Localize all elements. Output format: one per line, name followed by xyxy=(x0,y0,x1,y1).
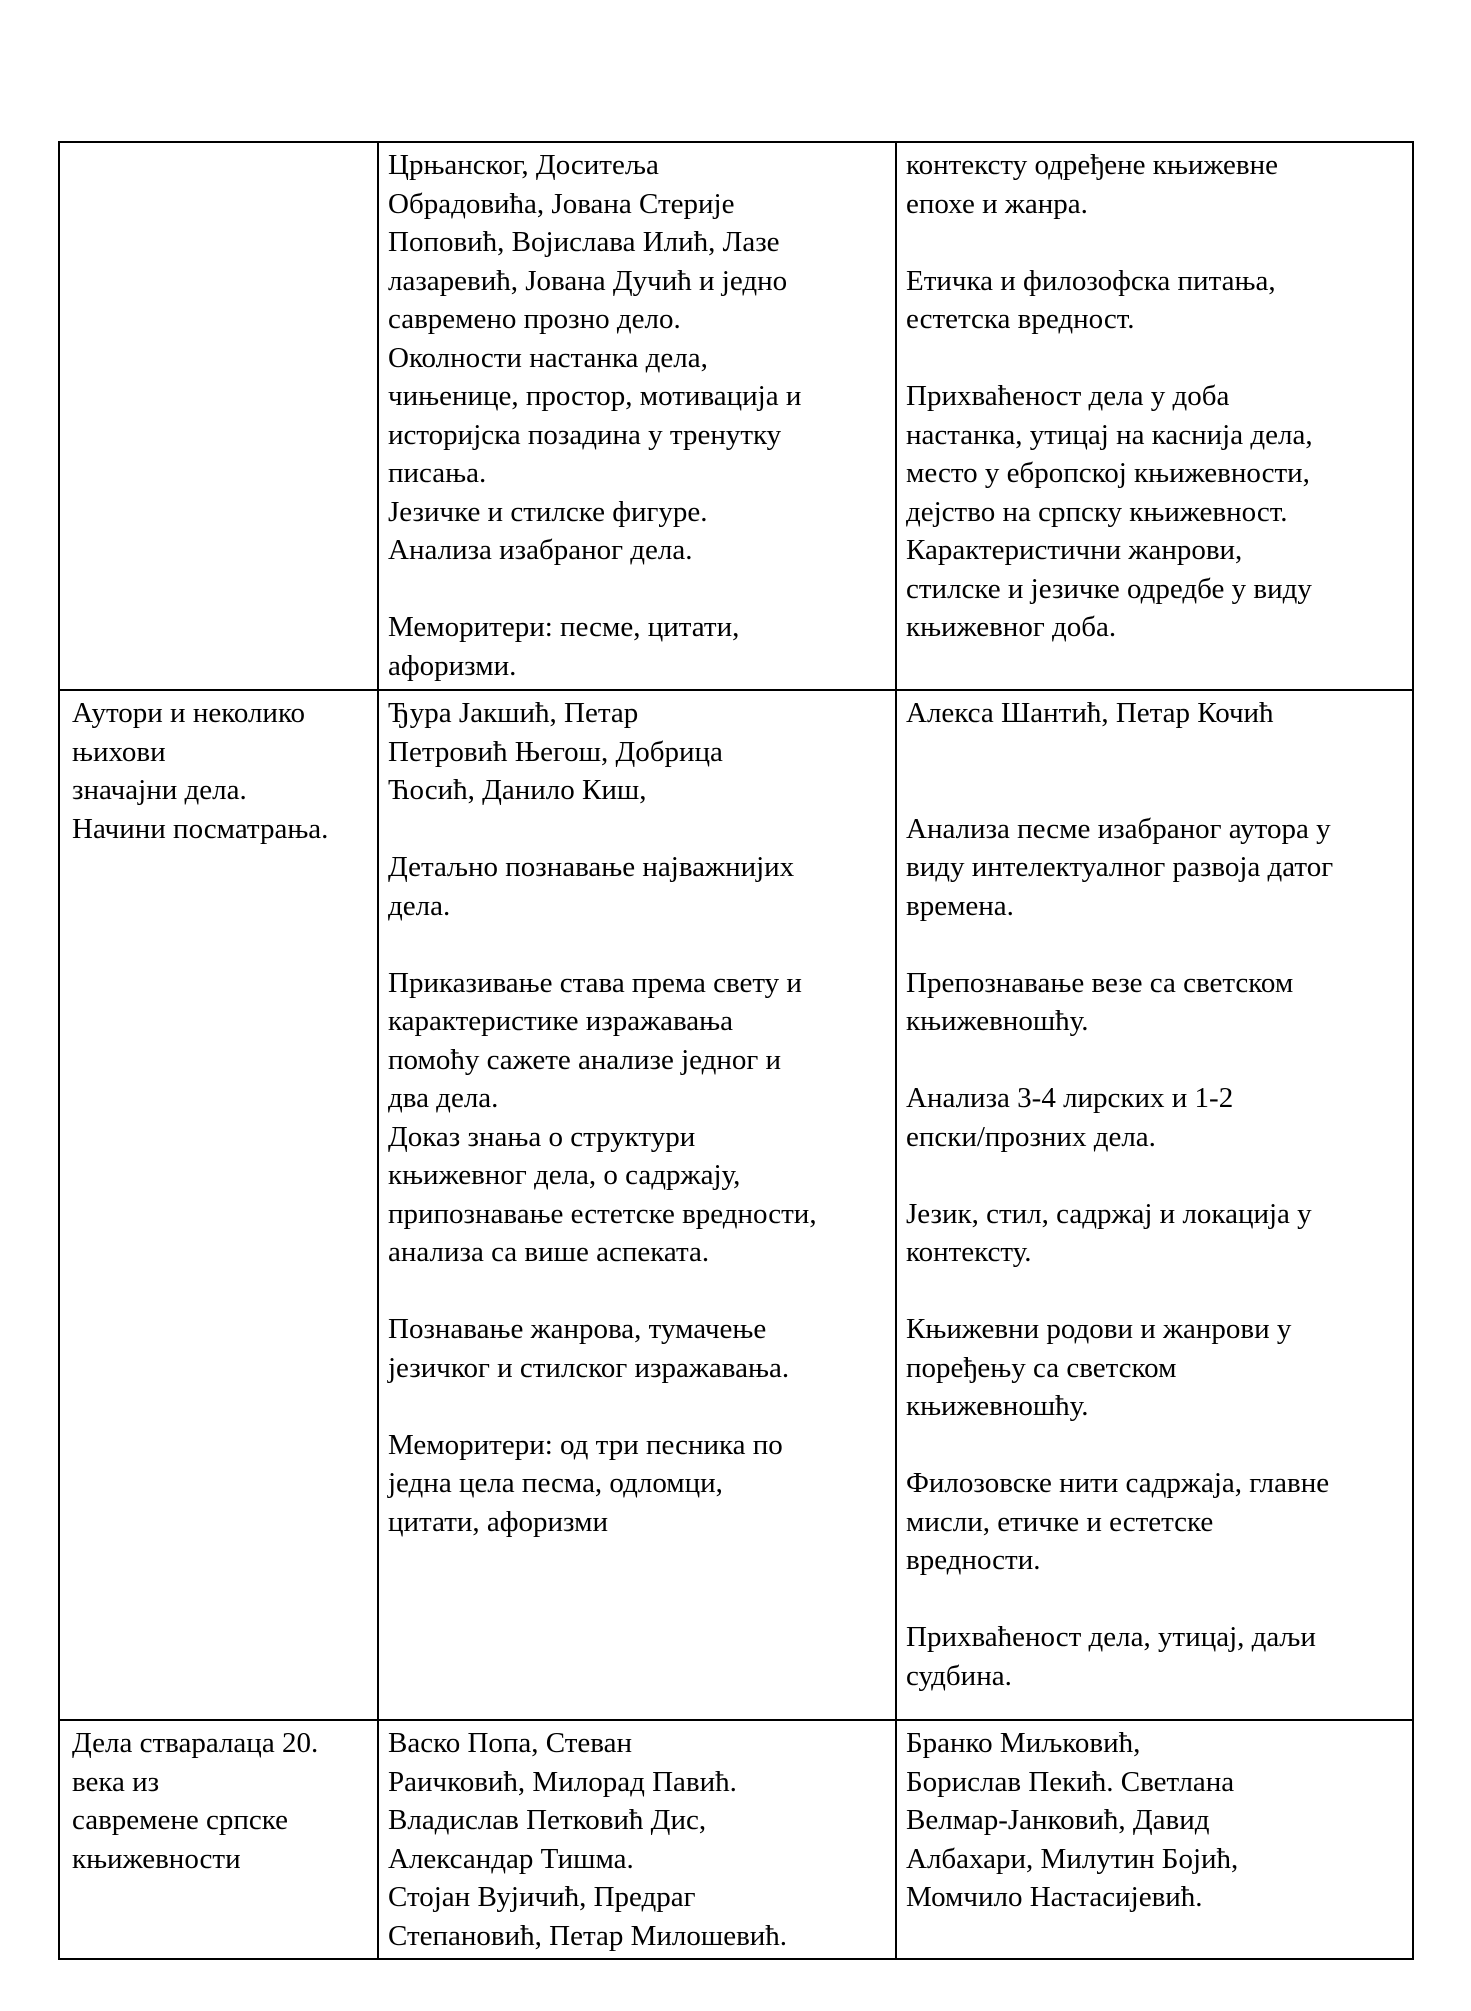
text-line: Начини посматрања. xyxy=(72,812,329,845)
table-body xyxy=(59,142,1413,1959)
text-line: Степановић, Петар Милошевић. xyxy=(388,1919,788,1952)
content-table xyxy=(58,141,1414,1960)
text-line: века из xyxy=(72,1765,160,1798)
extended-content-cell xyxy=(896,1720,1413,1959)
text-line: стилске и језичке одредбе у виду xyxy=(906,572,1312,605)
text-line: Анализа изабраног дела. xyxy=(388,534,693,566)
text-line: Језичке и стилске фигуре. xyxy=(388,495,708,528)
text-line: контексту. xyxy=(906,1236,1032,1268)
text-line: Меморитери: од три песника по xyxy=(388,1428,783,1461)
text-line: естетска вредност. xyxy=(906,303,1135,335)
text-line: Бранко Миљковић, xyxy=(906,1727,1141,1759)
text-line: Меморитери: песме, цитати, xyxy=(388,611,740,643)
text-line: Анализа 3-4 лирских и 1-2 xyxy=(906,1082,1234,1114)
text-line: Петровић Његош, Добрица xyxy=(388,735,723,768)
text-line: Васко Попа, Стеван xyxy=(388,1727,632,1759)
text-line: Доказ знања о структури xyxy=(388,1120,696,1153)
text-line xyxy=(906,339,1405,378)
text-line: настанка, утицај на каснија дела, xyxy=(906,418,1313,451)
text-line: Дела стваралаца 20. xyxy=(72,1727,319,1759)
text-line: Владислав Петковић Дис, xyxy=(388,1804,707,1836)
text-line: Околности настанка дела, xyxy=(388,341,708,374)
table-row-authors xyxy=(59,690,1413,1720)
text-line xyxy=(388,810,888,849)
text-line: цитати, афоризми xyxy=(388,1505,608,1538)
text-line: књижевношћу. xyxy=(906,1390,1089,1422)
text-line xyxy=(906,1272,1405,1311)
text-line: дејство на српску књижевност. xyxy=(906,495,1288,528)
text-line: једна цела песма, одломци, xyxy=(388,1467,723,1499)
text-line: књижевног доба. xyxy=(906,611,1117,643)
text-line: Момчило Настасијевић. xyxy=(906,1881,1203,1913)
text-line: Детаљно познавање најважнијих xyxy=(388,851,795,883)
text-line: виду интелектуалног развоја датог xyxy=(906,851,1334,883)
text-line: мисли, етичке и естетске xyxy=(906,1505,1214,1538)
text-line: два дела. xyxy=(388,1082,499,1114)
text-line: Црњанског, Доситеља xyxy=(388,149,659,181)
text-line xyxy=(906,1156,1405,1195)
text-line: Прихваћеност дела, утицај, даљи xyxy=(906,1621,1316,1653)
text-line: Књижевни родови и жанрови у xyxy=(906,1313,1292,1345)
text-line: Препознавање везе са светском xyxy=(906,966,1294,999)
text-line: њихови xyxy=(72,735,166,768)
text-line: припознавање естетске вредности, xyxy=(388,1197,817,1230)
text-line: Албахари, Милутин Бојић, xyxy=(906,1842,1239,1875)
text-line: Филозовске нити садржаја, главне xyxy=(906,1467,1330,1499)
text-line: Стојан Вујичић, Предраг xyxy=(388,1881,696,1913)
table-row-continuation xyxy=(59,142,1413,690)
text-line: епски/прозних дела. xyxy=(906,1120,1156,1153)
text-line: чињенице, простор, мотивација и xyxy=(388,380,802,412)
text-line: Анализа песме изабраног аутора у xyxy=(906,812,1331,845)
content-cell xyxy=(378,1720,896,1959)
text-line: лазаревић, Јована Дучић и једно xyxy=(388,264,788,297)
extended-content-cell xyxy=(896,690,1413,1720)
text-line xyxy=(906,925,1405,964)
text-line: помоћу сажете анализе једног и xyxy=(388,1043,782,1076)
text-line xyxy=(906,1426,1405,1465)
text-line xyxy=(388,570,888,609)
text-line xyxy=(388,1272,888,1311)
text-line: историјска позадина у тренутку xyxy=(388,418,782,451)
text-line: вредности. xyxy=(906,1544,1041,1576)
text-line: место у ебропској књижевности, xyxy=(906,457,1310,489)
text-line: Карактеристични жанрови, xyxy=(906,534,1243,566)
text-line: Борислав Пекић. Светлана xyxy=(906,1765,1235,1798)
content-cell xyxy=(378,142,896,690)
text-line: писања. xyxy=(388,457,487,489)
text-line: Етичка и филозофска питања, xyxy=(906,264,1276,297)
text-line: Александар Тишма. xyxy=(388,1842,634,1875)
text-line: језичког и стилског изражавања. xyxy=(388,1351,790,1384)
text-line: карактеристике изражавања xyxy=(388,1005,733,1037)
text-line: књижевношћу. xyxy=(906,1005,1089,1037)
text-line: Алекса Шантић, Петар Кочић xyxy=(906,697,1274,729)
topic-cell xyxy=(59,142,378,690)
text-line: Прихваћеност дела у доба xyxy=(906,380,1230,412)
text-line: Језик, стил, садржај и локација у xyxy=(906,1197,1312,1230)
text-line: Познавање жанрова, тумачење xyxy=(388,1313,767,1345)
table-row-20th-century xyxy=(59,1720,1413,1959)
text-line xyxy=(906,771,1405,810)
text-line: Аутори и неколико xyxy=(72,697,306,729)
text-line: Поповић, Војислава Илић, Лазе xyxy=(388,226,780,258)
text-line: епохе и жанра. xyxy=(906,187,1088,220)
text-line: времена. xyxy=(906,889,1014,922)
text-line: Ћосић, Данило Киш, xyxy=(388,774,647,806)
text-line: Ђура Јакшић, Петар xyxy=(388,697,639,729)
text-line: савремено прозно дело. xyxy=(388,303,681,335)
text-line: анализа са више аспеката. xyxy=(388,1236,710,1268)
text-line: значајни дела. xyxy=(72,774,247,806)
text-line xyxy=(388,1387,888,1426)
text-line: Приказивање става према свету и xyxy=(388,966,802,999)
text-line: афоризми. xyxy=(388,649,517,682)
text-line: судбина. xyxy=(906,1659,1012,1692)
extended-content-cell xyxy=(896,142,1413,690)
text-line: Велмар-Јанковић, Давид xyxy=(906,1804,1210,1836)
text-line: Обрадовића, Јована Стерије xyxy=(388,187,735,220)
text-line: књижевности xyxy=(72,1842,241,1875)
topic-cell xyxy=(59,1720,378,1959)
text-line: Раичковић, Милорад Павић. xyxy=(388,1765,737,1798)
text-line xyxy=(906,223,1405,262)
text-line xyxy=(388,925,888,964)
topic-cell xyxy=(59,690,378,1720)
text-line: поређењу са светском xyxy=(906,1351,1177,1384)
text-line xyxy=(906,733,1405,772)
content-cell xyxy=(378,690,896,1720)
text-line: савремене српске xyxy=(72,1804,289,1836)
text-line: дела. xyxy=(388,889,451,922)
text-line xyxy=(906,1041,1405,1080)
text-line xyxy=(906,1580,1405,1619)
text-line: књижевног дела, о садржају, xyxy=(388,1159,741,1191)
text-line: контексту одређене књижевне xyxy=(906,149,1278,181)
